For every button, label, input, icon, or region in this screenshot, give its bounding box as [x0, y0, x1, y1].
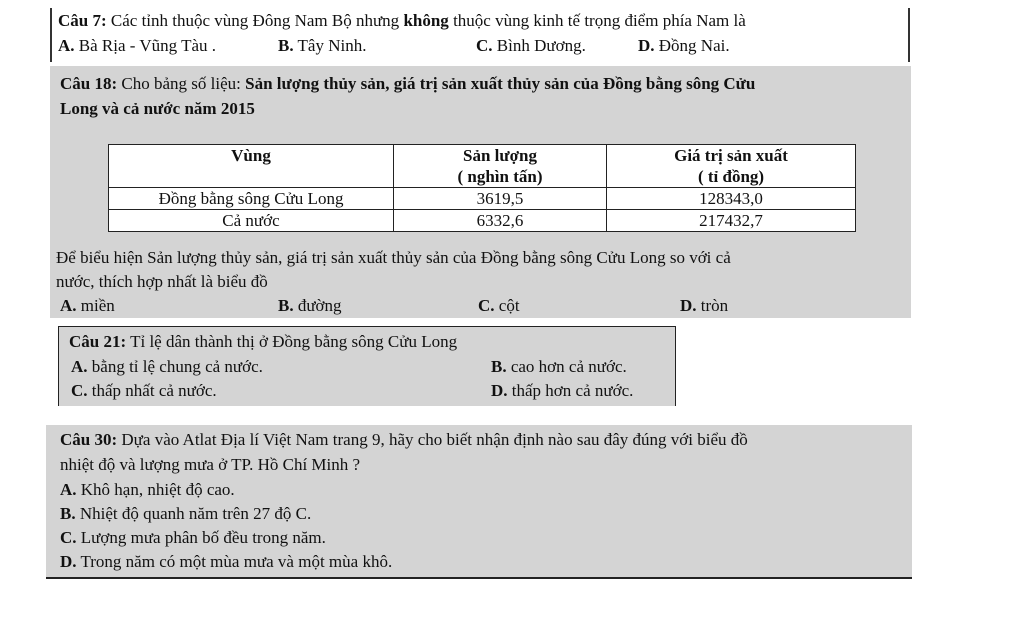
question-number: Câu 21:: [69, 332, 127, 351]
option-d[interactable]: D. tròn: [680, 296, 729, 315]
option-b[interactable]: B. Tây Ninh.: [278, 36, 367, 55]
table-row: [109, 210, 856, 232]
option-a[interactable]: A. Khô hạn, nhiệt độ cao.: [60, 480, 235, 499]
table-header: Giá trị sản xuất ( tỉ đồng): [607, 145, 856, 188]
question-21-stem: Câu 21: Tỉ lệ dân thành thị ở Đồng bằng sông Cửu Long: [69, 332, 458, 351]
question-18-title-cont: Long và cả nước năm 2015: [60, 99, 255, 118]
question-30: [46, 425, 912, 579]
question-7: [50, 8, 910, 62]
question-number: Câu 18:: [60, 74, 118, 93]
option-a[interactable]: A. bằng tỉ lệ chung cả nước.: [71, 357, 263, 376]
table-header-row: [109, 145, 856, 188]
table-cell: 217432,7: [607, 210, 856, 232]
question-18: [50, 66, 911, 318]
option-c[interactable]: C. thấp nhất cả nước.: [71, 381, 217, 400]
question-18-prompt-cont: nước, thích hợp nhất là biểu đồ: [56, 272, 268, 291]
option-d[interactable]: D. Trong năm có một mùa mưa và một mùa khô.: [60, 552, 393, 571]
table-cell: 128343,0: [607, 188, 856, 210]
question-21: [58, 326, 676, 406]
question-18-prompt: Để biểu hiện Sản lượng thủy sản, giá trị sản xuất thủy sản của Đồng bằng sông Cửu Long so với cả: [56, 248, 731, 267]
question-number: Câu 7:: [58, 11, 107, 30]
option-c[interactable]: C. Lượng mưa phân bố đều trong năm.: [60, 528, 326, 547]
question-30-stem: Câu 30: Dựa vào Atlat Địa lí Việt Nam trang 9, hãy cho biết nhận định nào sau đây đúng với biểu đồ: [60, 430, 748, 449]
table-cell: 6332,6: [394, 210, 607, 232]
option-d[interactable]: D. thấp hơn cả nước.: [491, 381, 634, 400]
table-cell: Đồng bằng sông Cửu Long: [109, 188, 394, 210]
question-7-stem: Câu 7: Các tỉnh thuộc vùng Đông Nam Bộ nhưng không thuộc vùng kinh tế trọng điểm phía Nam là: [58, 11, 746, 30]
question-number: Câu 30:: [60, 430, 118, 449]
option-d[interactable]: D. Đồng Nai.: [638, 36, 730, 55]
table-header: Vùng: [109, 145, 394, 188]
option-a[interactable]: A. miền: [60, 296, 115, 315]
table-cell: 3619,5: [394, 188, 607, 210]
option-c[interactable]: C. Bình Dương.: [476, 36, 586, 55]
table-cell: Cả nước: [109, 210, 394, 232]
data-table: [108, 144, 856, 232]
table-row: [109, 188, 856, 210]
question-18-stem: Câu 18: Cho bảng số liệu: Sản lượng thủy sản, giá trị sản xuất thủy sản của Đồng bằng sông Cửu: [60, 74, 756, 93]
option-b[interactable]: B. Nhiệt độ quanh năm trên 27 độ C.: [60, 504, 312, 523]
option-a[interactable]: A. Bà Rịa - Vũng Tàu .: [58, 36, 217, 55]
option-b[interactable]: B. cao hơn cả nước.: [491, 357, 627, 376]
table-header: Sản lượng ( nghìn tấn): [394, 145, 607, 188]
question-30-stem-cont: nhiệt độ và lượng mưa ở TP. Hồ Chí Minh ?: [60, 455, 361, 474]
option-b[interactable]: B. đường: [278, 296, 342, 315]
option-c[interactable]: C. cột: [478, 296, 520, 315]
